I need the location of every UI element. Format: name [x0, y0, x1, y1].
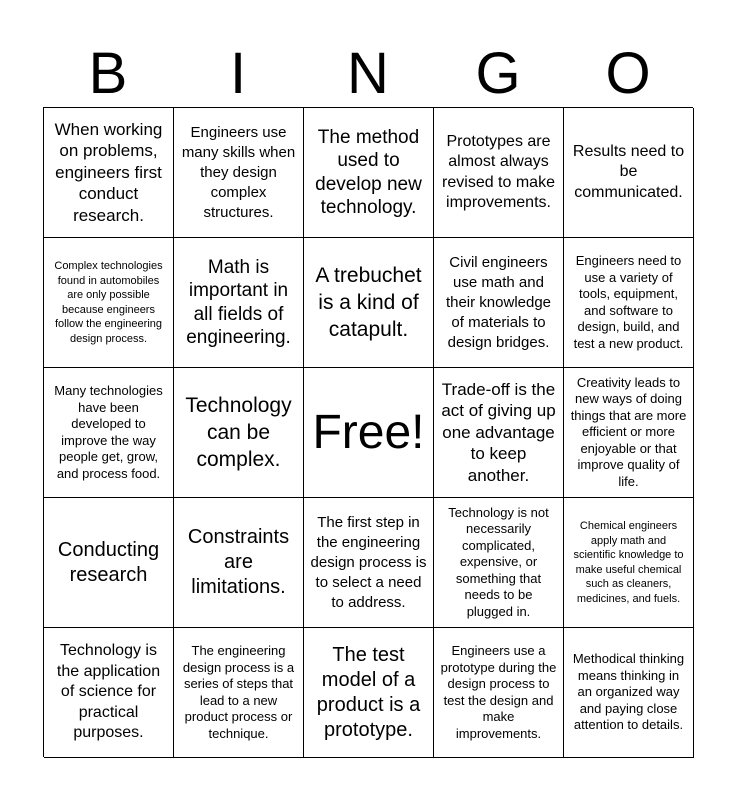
bingo-cell: [304, 498, 434, 628]
header-letter-b: B: [88, 41, 128, 106]
bingo-cell: [174, 628, 304, 758]
cell-text: The test model of a product is a prototype.: [316, 643, 421, 741]
bingo-cell: [304, 108, 434, 238]
bingo-cell: [304, 628, 434, 758]
cell-text: The first step in the engineering design process is to select a need to address.: [310, 513, 427, 611]
cell-text: When working on problems, engineers first conduct research.: [54, 119, 163, 225]
bingo-cell: [304, 238, 434, 368]
cell-text: Conducting research: [57, 538, 160, 586]
cell-text: A trebuchet is a kind of catapult.: [315, 264, 422, 341]
free-space-text: Free!: [312, 405, 425, 459]
cell-text: Complex technologies found in automobiles are only possible because engineers follow the engineering design process.: [54, 260, 163, 345]
bingo-cell: [174, 368, 304, 498]
bingo-cell: [44, 498, 174, 628]
bingo-cell: [434, 628, 564, 758]
bingo-card-grid: [43, 107, 693, 757]
cell-text: Prototypes are almost always revised to make improvements.: [442, 132, 555, 211]
bingo-cell: [44, 108, 174, 238]
cell-text: Many technologies have been developed to improve the way people get, grow, and process food.: [54, 383, 163, 481]
bingo-cell: [44, 368, 174, 498]
bingo-cell: [174, 108, 304, 238]
cell-text: Math is important in all fields of engineering.: [186, 256, 291, 348]
bingo-cell: [564, 238, 694, 368]
cell-text: Technology is the application of science for practical purposes.: [56, 642, 161, 742]
header-letter-n: N: [347, 41, 389, 106]
header-letter-o: O: [605, 41, 651, 106]
bingo-cell: [564, 108, 694, 238]
bingo-cell: [434, 498, 564, 628]
cell-text: Engineers use a prototype during the design process to test the design and make improvements.: [440, 643, 557, 741]
bingo-cell: [564, 368, 694, 498]
cell-text: Methodical thinking means thinking in an organized way and paying close attention to details.: [572, 651, 685, 733]
bingo-cell: [44, 238, 174, 368]
cell-text: Engineers use many skills when they design complex structures.: [181, 123, 296, 221]
cell-text: Constraints are limitations.: [187, 526, 290, 598]
cell-text: Civil engineers use math and their knowledge of materials to design bridges.: [445, 253, 552, 351]
bingo-cell: [174, 498, 304, 628]
bingo-cell: [434, 108, 564, 238]
bingo-cell: [564, 498, 694, 628]
bingo-header: [43, 40, 693, 108]
free-space-cell: [304, 368, 434, 498]
header-letter-g: G: [475, 41, 521, 106]
header-letter-i: I: [229, 41, 247, 106]
bingo-cell: [564, 628, 694, 758]
bingo-cell: [434, 368, 564, 498]
cell-text: The engineering design process is a series of steps that lead to a new product process or technique.: [182, 643, 295, 741]
cell-text: Chemical engineers apply math and scientific knowledge to make useful chemical such as cleaners, medicines, and fuels.: [573, 520, 684, 605]
bingo-cell: [44, 628, 174, 758]
bingo-cell: [434, 238, 564, 368]
cell-text: The method used to develop new technology.: [315, 126, 422, 218]
cell-text: Results need to be communicated.: [572, 142, 685, 201]
cell-text: Technology is not necessarily complicated, expensive, or something that needs to be plugged in.: [448, 504, 549, 619]
cell-text: Technology can be complex.: [185, 394, 292, 471]
cell-text: Trade-off is the act of giving up one advantage to keep another.: [441, 379, 556, 485]
bingo-cell: [174, 238, 304, 368]
cell-text: Creativity leads to new ways of doing things that are more efficient or more enjoyable or that improve quality of life.: [570, 374, 687, 489]
cell-text: Engineers need to use a variety of tools, equipment, and software to design, build, and test a new product.: [573, 253, 684, 351]
